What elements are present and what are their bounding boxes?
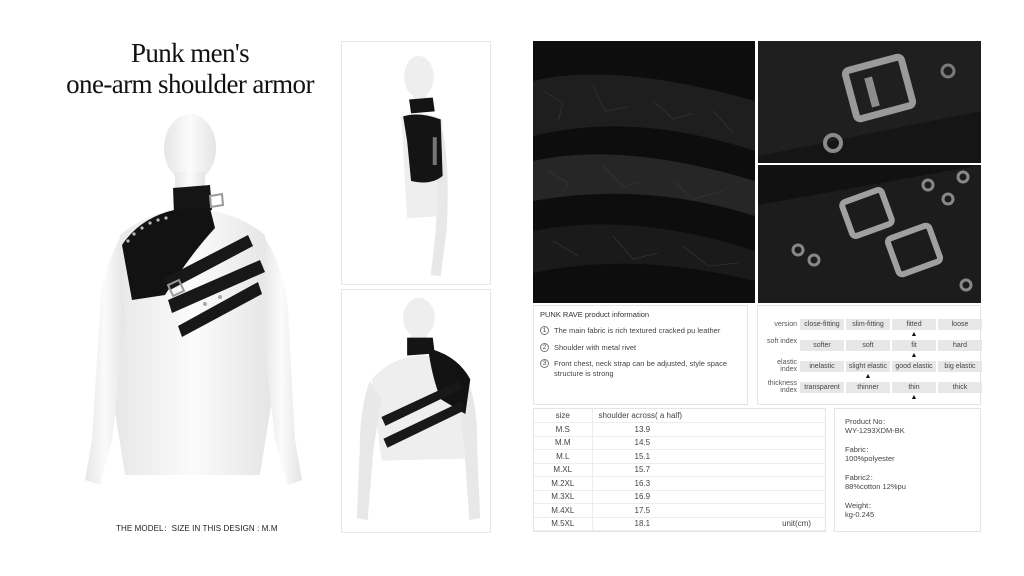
double-buckle-photo: [758, 165, 981, 303]
selected-marker: ▲: [864, 373, 872, 380]
index-option: slim-fitting: [846, 319, 890, 330]
index-option: hard: [938, 340, 982, 351]
header-unit: [750, 409, 825, 423]
table-row: [534, 450, 825, 464]
table-row: [534, 517, 825, 531]
index-row-soft: [758, 340, 982, 360]
model-size-caption: THE MODEL：SIZE IN THIS DESIGN : M.M: [116, 524, 278, 533]
value-cell: 16.9: [592, 490, 750, 504]
spec-value: kg-0.245: [845, 510, 875, 519]
size-cell: M.3XL: [534, 490, 592, 504]
index-option: fit: [892, 340, 936, 351]
spec-fabric: [845, 445, 970, 463]
note-cell: [750, 504, 825, 518]
value-cell: 14.5: [592, 436, 750, 450]
size-cell: M.4XL: [534, 504, 592, 518]
size-cell: M.L: [534, 450, 592, 464]
header-measure: shoulder across( a half): [592, 409, 750, 423]
value-cell: 13.9: [592, 423, 750, 437]
page-title: [40, 38, 340, 100]
front-view-photo: [70, 110, 320, 520]
item-number: 1: [540, 326, 549, 335]
index-option: soft: [846, 340, 890, 351]
size-cell: M.M: [534, 436, 592, 450]
table-row: [534, 490, 825, 504]
size-chart: [533, 408, 826, 532]
spec-label: Fabric：: [845, 445, 874, 454]
title-line-2: one-arm shoulder armor: [66, 69, 314, 99]
spec-fabric2: [845, 473, 970, 491]
back-view-photo: [341, 289, 491, 533]
size-cell: M.XL: [534, 463, 592, 477]
table-row: [534, 423, 825, 437]
title-line-1: Punk men's: [130, 38, 250, 68]
index-option: softer: [800, 340, 844, 351]
index-option: slight elastic: [846, 361, 890, 372]
index-option: big elastic: [938, 361, 982, 372]
spec-value: 100%polyester: [845, 454, 895, 463]
spec-value: WY-1293XDM-BK: [845, 426, 905, 435]
product-info-item: [540, 359, 741, 378]
index-row-version: [758, 319, 982, 339]
value-cell: 16.3: [592, 477, 750, 491]
table-row: [534, 463, 825, 477]
spec-weight: [845, 501, 970, 519]
item-text: Front chest, neck strap can be adjusted, style space structure is strong: [554, 359, 728, 378]
value-cell: 15.1: [592, 450, 750, 464]
note-cell: [750, 463, 825, 477]
table-row: [534, 504, 825, 518]
index-option: transparent: [800, 382, 844, 393]
note-cell: [750, 477, 825, 491]
spec-label: Product No：: [845, 417, 891, 426]
index-option: close-fitting: [800, 319, 844, 330]
item-number: 3: [540, 359, 549, 368]
size-cell: M.5XL: [534, 517, 592, 531]
size-cell: M.2XL: [534, 477, 592, 491]
index-option: good elastic: [892, 361, 936, 372]
product-info-item: [540, 343, 741, 353]
index-option: thin: [892, 382, 936, 393]
table-row: [534, 477, 825, 491]
item-text: The main fabric is rich textured cracked pu leather: [554, 326, 721, 335]
note-cell: [750, 423, 825, 437]
value-cell: 17.5: [592, 504, 750, 518]
header-size: size: [534, 409, 592, 423]
side-view-photo: [341, 41, 491, 285]
index-option: inelastic: [800, 361, 844, 372]
spec-label: Fabric2：: [845, 473, 878, 482]
index-label: thickness index: [767, 380, 797, 394]
value-cell: 18.1: [592, 517, 750, 531]
index-label: elastic index: [777, 359, 797, 373]
selected-marker: ▲: [910, 394, 918, 401]
buckle-detail-photo: [758, 41, 981, 163]
index-row-thickness: [758, 382, 982, 402]
spec-label: Weight：: [845, 501, 876, 510]
index-option: fitted: [892, 319, 936, 330]
spec-value: 88%cotton 12%pu: [845, 482, 906, 491]
selected-marker: ▲: [910, 331, 918, 338]
index-option: loose: [938, 319, 982, 330]
item-text: Shoulder with metal rivet: [554, 342, 637, 352]
note-cell: [750, 450, 825, 464]
index-label: soft index: [767, 338, 797, 345]
note-cell: unit(cm): [750, 517, 825, 531]
product-spec-panel: [834, 408, 981, 532]
product-info-item: [540, 326, 741, 336]
index-option: thick: [938, 382, 982, 393]
table-row: [534, 436, 825, 450]
size-cell: M.S: [534, 423, 592, 437]
product-info-panel: [533, 305, 748, 405]
index-option: thinner: [846, 382, 890, 393]
fit-index-panel: [757, 305, 981, 405]
spec-product-no: [845, 417, 970, 435]
index-row-elastic: [758, 361, 982, 381]
note-cell: [750, 436, 825, 450]
note-cell: [750, 490, 825, 504]
index-label: version: [774, 321, 797, 328]
size-chart-header: [534, 409, 825, 423]
selected-marker: ▲: [910, 352, 918, 359]
leather-texture-photo: [533, 41, 755, 303]
value-cell: 15.7: [592, 463, 750, 477]
item-number: 2: [540, 343, 549, 352]
product-info-heading: PUNK RAVE product information: [540, 310, 650, 319]
